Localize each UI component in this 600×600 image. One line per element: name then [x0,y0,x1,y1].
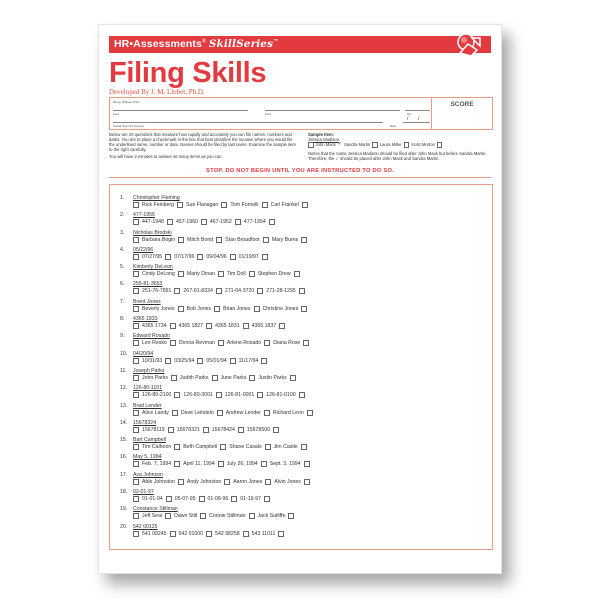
answer-checkbox[interactable] [264,340,270,346]
option-label: 15678321 [176,426,200,433]
answer-options [133,479,310,485]
question-number: 13. [120,402,128,409]
answer-checkbox[interactable] [178,271,184,277]
answer-checkbox[interactable] [216,237,222,243]
ssn-field[interactable] [113,122,383,123]
answer-checkbox[interactable] [307,410,313,416]
answer-checkbox[interactable] [302,202,308,208]
answer-checkbox[interactable] [133,531,139,537]
option-label: Andy Johnston [186,478,222,485]
answer-checkbox[interactable] [174,392,180,398]
answer-checkbox[interactable] [273,427,279,433]
answer-checkbox[interactable] [133,219,139,225]
answer-checkbox[interactable] [290,375,296,381]
time-limit-note: You will have 2 minutes to answer as many items as you can. [109,154,223,159]
questions-box [109,184,493,550]
mi-label: M.I. [407,112,412,116]
answer-checkbox[interactable] [206,531,212,537]
answer-checkbox[interactable] [243,531,249,537]
answer-options [133,375,296,381]
option-label: Beverly Jones [142,305,175,312]
answer-checkbox[interactable] [243,323,249,329]
option-label: 15678119 [142,426,165,433]
question-number: 3. [120,229,125,236]
answer-options [133,427,279,433]
answer-checkbox[interactable] [224,479,230,485]
answer-checkbox[interactable] [230,254,236,260]
answer-options [133,531,284,537]
question-prompt: 4365 1833 [133,316,158,323]
option-label: 543 11011 [251,530,276,537]
last-label: Last [113,112,119,116]
answer-checkbox[interactable] [165,254,171,260]
answer-checkbox[interactable] [174,444,180,450]
answer-checkbox[interactable] [133,306,139,312]
question-prompt: Brad Lender [133,402,162,409]
question-prompt: 04/20/94 [133,350,154,357]
geometric-shapes-logo-icon [455,32,481,58]
answer-options [133,202,308,208]
option-label: 4365 1827 [178,323,204,330]
question-number: 6. [120,281,125,288]
answer-checkbox[interactable] [133,392,139,398]
option-label: 126-81-0001 [224,392,255,399]
option-label: Jeff Seal [142,513,163,520]
answer-checkbox[interactable] [133,288,139,294]
checkmark-icon: ✓ [337,141,342,148]
answer-options [133,340,309,346]
answer-checkbox[interactable] [197,358,203,364]
option-label: 05-07-95 [174,496,196,503]
option-label: 01-19-97 [240,496,262,503]
name-label: Name (Please Print) [113,100,141,104]
first-name-field[interactable] [265,110,400,111]
option-label: 251-76-7891 [142,288,172,295]
answer-checkbox[interactable] [249,271,255,277]
option-label: Tim Doll [226,271,246,278]
option-label: 03/25/94 [174,357,195,364]
answer-checkbox[interactable] [212,375,218,381]
answer-checkbox[interactable] [133,323,139,329]
question-number: 17. [120,471,128,478]
answer-checkbox[interactable] [249,513,255,519]
answer-options [133,392,305,398]
answer-checkbox[interactable] [263,237,269,243]
answer-checkbox[interactable] [218,461,224,467]
sample-options [308,142,493,148]
question-number: 16. [120,454,128,461]
answer-checkbox[interactable] [279,323,285,329]
option-label: Feb. 7, 1994 [142,461,172,468]
option-label: Cindy DeLong [142,271,175,278]
question-prompt: Constance Stillman [133,506,178,513]
question-number: 9. [120,333,125,340]
sample-checkbox [308,142,314,148]
answer-checkbox[interactable] [216,392,222,398]
question-prompt: 255-81-3653 [133,281,163,288]
option-label: Dawn Still [174,513,198,520]
question-number: 2. [120,212,125,219]
sample-checkbox [372,142,378,148]
answer-checkbox[interactable] [170,340,176,346]
answer-checkbox[interactable] [288,513,294,519]
score-label: SCORE [450,101,474,108]
answer-options [133,237,307,243]
answer-checkbox[interactable] [167,219,173,225]
question-number: 12. [120,385,128,392]
option-label: 01-08-96 [207,496,229,503]
answer-checkbox[interactable] [166,496,172,502]
answer-options [133,254,268,260]
header-banner [109,36,491,53]
option-label: Dave Leitstein [180,409,214,416]
question-number: 11. [120,367,127,374]
option-label: Stephen Drew [257,271,291,278]
option-label: 126-80-2100 [142,392,172,399]
option-label: Carl Frankel [270,202,299,208]
date-field[interactable] [403,122,430,123]
answer-options [133,496,270,502]
question-number: 4. [120,246,125,253]
assessment-page [98,24,502,574]
option-label: 542 01000 [178,530,204,537]
answer-checkbox[interactable] [178,237,184,243]
answer-checkbox[interactable] [257,392,263,398]
answer-checkbox[interactable] [299,392,305,398]
answer-checkbox[interactable] [230,358,236,364]
answer-checkbox[interactable] [170,323,176,329]
date-separator: / [418,116,420,122]
question-number: 5. [120,264,125,271]
answer-checkbox[interactable] [301,444,307,450]
option-label: Diana Rose [273,340,301,347]
answer-checkbox[interactable] [133,271,139,277]
option-label: Sue Flanagan [186,202,219,208]
answer-checkbox[interactable] [206,323,212,329]
answer-checkbox[interactable] [235,219,241,225]
answer-checkbox[interactable] [217,410,223,416]
question-number: 1. [120,195,125,201]
brand-trademark: ® [201,38,206,45]
answer-checkbox[interactable] [165,513,171,519]
answer-checkbox[interactable] [133,427,139,433]
answer-checkbox[interactable] [218,340,224,346]
answer-checkbox[interactable] [133,479,139,485]
sample-option: Sandra Martin [343,142,371,148]
answer-options [133,461,310,467]
question-prompt: 542 00125 [133,523,158,530]
question-prompt: Bart Campbell [133,437,166,444]
answer-options [133,271,300,277]
answer-checkbox[interactable] [174,461,180,467]
answer-options [133,410,313,416]
answer-checkbox[interactable] [216,288,222,294]
answer-options [133,358,267,364]
answer-checkbox[interactable] [301,306,307,312]
answer-options [133,513,294,519]
option-label: Marty Dinan [186,271,215,278]
answer-checkbox[interactable] [299,288,305,294]
answer-checkbox[interactable] [262,202,268,208]
option-label: 267-91-8324 [183,288,213,295]
option-label: Tom Fornelli [230,202,259,208]
stop-notice: STOP. DO NOT BEGIN UNTIL YOU ARE INSTRUCTED TO DO SO. [206,168,394,174]
sample-option: John Mack [315,142,336,148]
answer-checkbox[interactable] [133,254,139,260]
answer-checkbox[interactable] [171,375,177,381]
answer-checkbox[interactable] [231,496,237,502]
answer-checkbox[interactable] [172,410,178,416]
sample-option: Laura Miller [379,142,402,148]
question-number: 18. [120,489,128,496]
option-label: Richard Leon [272,409,304,416]
date-label: Date [390,124,397,128]
question-prompt: 02-01-97 [133,489,154,496]
option-label: 09/04/96 [206,253,227,260]
option-label: Andrew Lender [225,409,261,416]
option-label: Connie Stillman [209,513,246,520]
answer-checkbox[interactable] [304,479,310,485]
option-label: 4365 1837 [251,323,277,330]
date-separator: / [407,116,409,122]
option-label: Jack Sutliffe [257,513,286,520]
question-number: 19. [120,506,128,513]
option-label: Able Johnston [142,478,175,485]
answer-checkbox[interactable] [238,427,244,433]
answer-checkbox[interactable] [257,288,263,294]
question-prompt: Ava Johnson [133,471,163,478]
option-label: Donna Revman [178,340,215,347]
answer-checkbox[interactable] [178,479,184,485]
option-label: Arlene Rosado [226,340,262,347]
answer-checkbox[interactable] [174,288,180,294]
answer-checkbox[interactable] [261,358,267,364]
option-label: 01/19/97 [238,253,259,260]
option-label: 05/01/94 [206,357,227,364]
sample-heading: Sample Item: [308,132,335,137]
series-trademark: ™ [273,38,279,45]
answer-checkbox[interactable] [304,461,310,467]
option-label: 11/17/94 [238,357,259,364]
answer-checkbox[interactable] [133,461,139,467]
sample-prompt: Jessica Madison [308,137,339,142]
answer-checkbox[interactable] [133,444,139,450]
answer-checkbox[interactable] [178,306,184,312]
question-prompt: Nicholas Brodski [133,229,172,236]
option-label: Tim Calhoon [142,444,172,451]
option-label: Barbara Bogin [142,236,176,243]
answer-options [133,323,285,329]
answer-checkbox[interactable] [133,340,139,346]
question-number: 15. [120,437,128,444]
answer-options [133,306,307,312]
answer-checkbox[interactable] [249,375,255,381]
question-number: 14. [120,419,128,426]
option-label: Mitch Bond [187,236,214,243]
option-label: Alvin Jones [274,478,301,485]
question-prompt: Brent Jones [133,298,161,305]
option-label: Aaron Jones [233,478,263,485]
option-label: 477-1954 [243,219,266,226]
question-number: 8. [120,316,125,323]
answer-checkbox[interactable] [133,513,139,519]
brand-title [114,38,278,50]
answer-checkbox[interactable] [264,496,270,502]
answer-options [133,444,307,450]
question-number: 10. [120,350,128,357]
page-title: Filing Skills [109,57,267,89]
candidate-info-form [109,97,493,130]
sample-item [308,132,493,161]
option-label: 07/17/96 [174,253,195,260]
option-label: Mary Burns [271,236,299,243]
answer-checkbox[interactable] [220,444,226,450]
option-label: 542 98258 [215,530,240,537]
answer-checkbox[interactable] [278,531,284,537]
answer-checkbox[interactable] [214,306,220,312]
option-label: 15678424 [211,426,235,433]
answer-options [133,288,305,294]
question-number: 20. [120,523,128,530]
answer-options [133,219,275,225]
answer-checkbox[interactable] [254,306,260,312]
answer-checkbox[interactable] [133,358,139,364]
option-label: Leo Resko [142,340,167,347]
question-prompt: Joseph Parks [133,367,165,374]
instructions [109,132,299,161]
answer-checkbox[interactable] [261,461,267,467]
option-label: 457-1960 [175,219,198,226]
answer-checkbox[interactable] [133,202,139,208]
option-label: Stan Broadfoot [225,236,260,243]
option-label: Brian Jones [223,305,251,312]
option-label: Christine Jones [262,305,299,312]
answer-checkbox[interactable] [133,237,139,243]
answer-checkbox[interactable] [221,202,227,208]
answer-checkbox[interactable] [265,444,271,450]
question-prompt: Christopher Fleming [133,195,180,201]
first-label: First [265,112,271,116]
option-label: 271-28-1295 [266,288,296,295]
answer-checkbox[interactable] [200,513,206,519]
option-label: 447-1948 [142,219,164,226]
option-label: Alice Landy [142,409,169,416]
option-label: Judith Parks [179,374,209,381]
option-label: 10/31/93 [142,357,163,364]
option-label: 126-80-3001 [183,392,213,399]
divider [109,177,491,178]
answer-checkbox[interactable] [265,479,271,485]
option-label: Justin Parks [258,374,287,381]
option-label: 07/27/95 [142,253,163,260]
sample-checkbox [437,142,443,148]
option-label: April 11, 1994 [183,461,215,468]
sample-note: Notice that the name Jessica Madison should be filed after John Mack but before Sandra Martin. Therefore, the ✓ should be placed after John Mack and Sandra Martin. [308,150,487,161]
answer-checkbox[interactable] [203,427,209,433]
sample-option: Scott Morton [411,142,435,148]
option-label: 4365 1734 [142,323,167,330]
series-name: SkillSeries [208,38,274,50]
answer-checkbox[interactable] [165,358,171,364]
question-prompt: 477-1956 [133,212,155,219]
option-label: Sept. 3, 1994 [269,461,301,468]
question-prompt: Edward Rosado [133,333,170,340]
question-prompt: Kimberly DeLeon [133,264,173,271]
answer-checkbox[interactable] [133,410,139,416]
question-number: 7. [120,298,125,305]
option-label: Bob Jones [186,305,212,312]
option-label: 15678500 [246,426,270,433]
answer-checkbox[interactable] [218,271,224,277]
option-label: 541 00245 [142,530,167,537]
answer-checkbox[interactable] [133,375,139,381]
instructions-paragraph: Below are 20 questions that measure how rapidly and accurately you can file names, numbers and dates. You are to place a checkmark in the box that best identifies the location where you would file the underlined name, number or date. Names should be filed by last name. Examine the sample item to the right carefully. [109,132,296,152]
answer-checkbox[interactable] [294,271,300,277]
sample-checkbox [404,142,410,148]
question-prompt: 05/22/96 [133,246,154,253]
middle-initial-field[interactable] [405,110,430,111]
question-prompt: 15678324 [133,419,157,426]
option-label: 467-1952 [209,219,232,226]
question-prompt: May 5, 1994 [133,454,162,461]
option-label: Rick Feinberg [142,202,175,208]
option-label: John Parks [142,374,168,381]
answer-checkbox[interactable] [303,340,309,346]
option-label: 271-04-3720 [224,288,255,295]
option-label: Jim Castle [273,444,298,451]
option-label: 4365 1831 [215,323,240,330]
answer-checkbox[interactable] [301,237,307,243]
answer-checkbox[interactable] [262,254,268,260]
question-prompt: 126-80-1101 [133,385,163,392]
option-label: 01-01-94 [142,496,163,503]
author-credit: Developed By J. M. Llobet, Ph.D. [109,88,205,96]
answer-checkbox[interactable] [264,410,270,416]
answer-checkbox[interactable] [199,496,205,502]
score-box[interactable] [431,98,492,129]
answer-checkbox[interactable] [133,496,139,502]
last-name-field[interactable] [113,110,248,111]
ssn-label: Social Security Number [113,124,145,128]
answer-checkbox[interactable] [177,202,183,208]
answer-checkbox[interactable] [168,427,174,433]
option-label: June Parks [220,374,247,381]
answer-checkbox[interactable] [269,219,275,225]
answer-checkbox[interactable] [170,531,176,537]
option-label: Shane Casals [229,444,262,451]
answer-checkbox[interactable] [201,219,207,225]
brand-name: HR•Assessments [114,38,202,50]
answer-checkbox[interactable] [197,254,203,260]
option-label: Beth Campbell [183,444,218,451]
option-label: July 26, 1994 [226,461,258,468]
option-label: 126-81-0100 [266,392,296,399]
